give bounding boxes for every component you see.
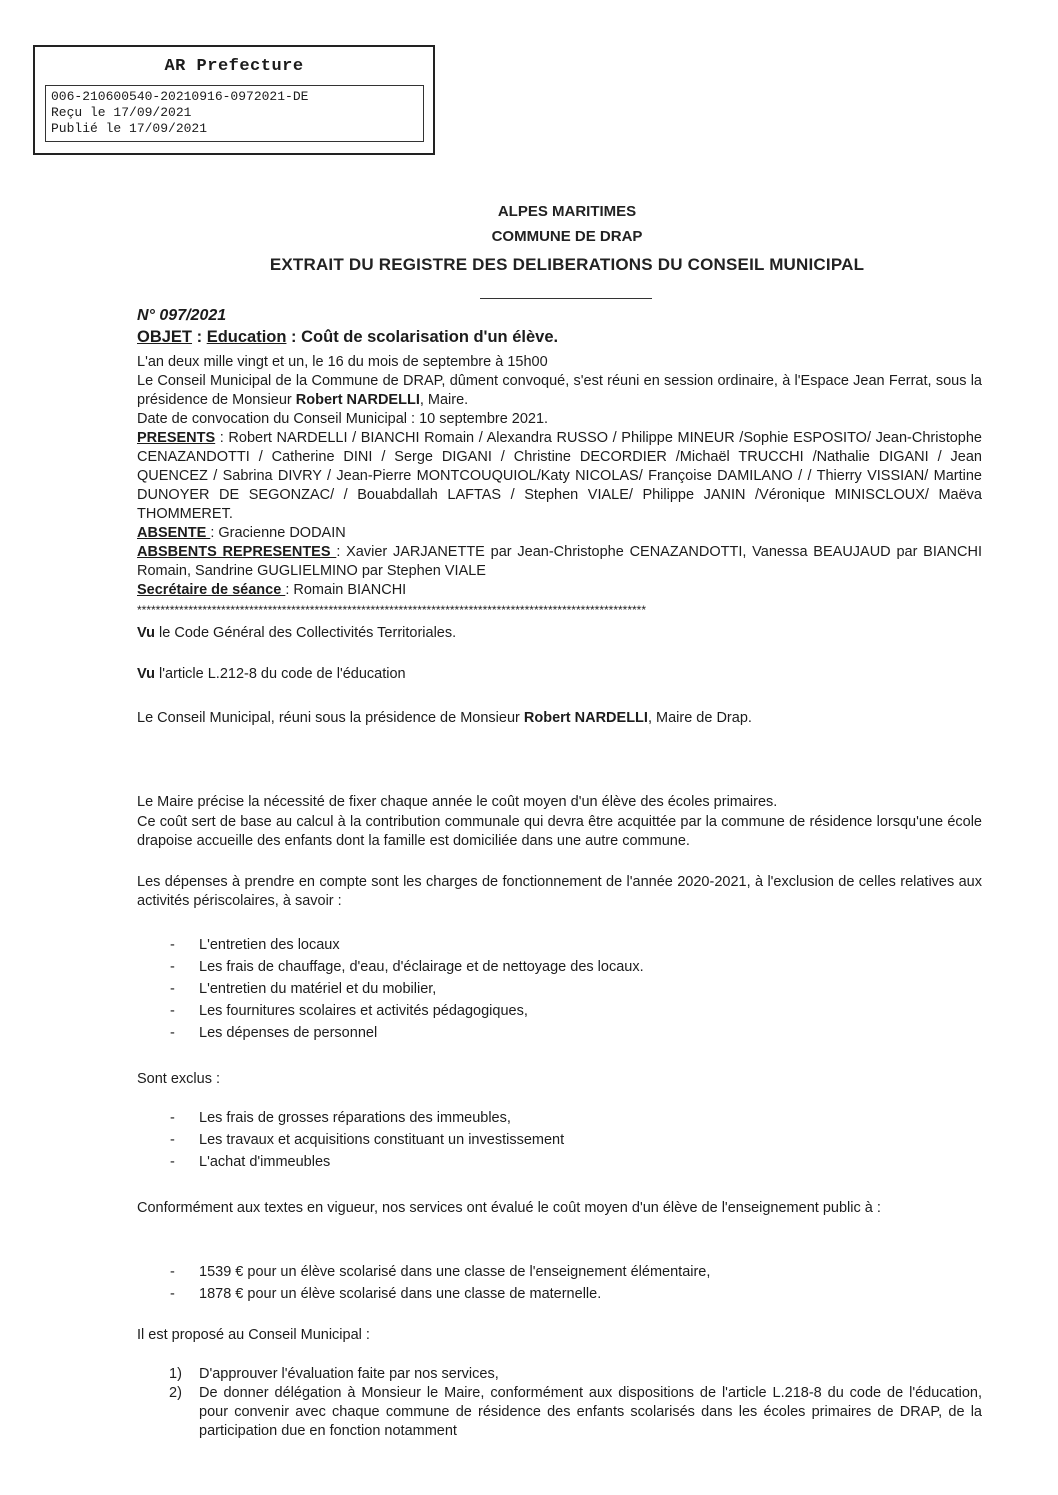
council-suffix: , Maire de Drap. [647, 710, 752, 726]
vu-article [137, 665, 982, 684]
object-category: Education [206, 328, 287, 346]
absent-label: ABSENTE [137, 525, 211, 541]
paragraph-necessity: Le Maire précise la nécessité de fixer chaque année le coût moyen d'un élève des écoles primaires. [137, 794, 778, 810]
excluded-expenses-list [137, 1107, 982, 1173]
decision-marker: 1) [169, 1366, 182, 1382]
decision-text: De donner délégation à Monsieur le Maire, conformément aux dispositions de l'article L.218-8 du code de l'éducation, pour convenir avec chaque commune de résidence des enfants scolarisés dans les écoles primaires de DRAP, de la participation due en fonction notamment [199, 1385, 982, 1439]
stamp-received: Reçu le 17/09/2021 [51, 105, 192, 120]
list-item: - L'achat d'immeubles [137, 1151, 982, 1173]
list-item: - Les frais de grosses réparations des immeubles, [137, 1107, 982, 1129]
vu2-prefix: Vu [137, 666, 155, 682]
list-item: - 1878 € pour un élève scolarisé dans une classe de maternelle. [137, 1283, 982, 1305]
object-text: : Coût de scolarisation d'un élève. [286, 328, 559, 346]
list-item: - Les travaux et acquisitions constituant un investissement [137, 1129, 982, 1151]
mayor-name: Robert NARDELLI [295, 392, 420, 408]
secretary-name: : Romain BIANCHI [285, 582, 407, 598]
vu2-text: l'article L.212-8 du code de l'éducation [155, 666, 406, 682]
cost-list [137, 1261, 982, 1305]
mayor-suffix: , Maire. [419, 392, 469, 408]
convened-text: Le Conseil Municipal de la Commune de DRAP, dûment convoqué, s'est réuni en session ordinaire, à l'Espace Jean Ferrat, sous la présidence de Monsieur [137, 373, 982, 408]
secretary-line [137, 581, 982, 600]
included-expenses-list [137, 934, 982, 1044]
stamp-reference: 006-210600540-20210916-0972021-DE [51, 89, 309, 104]
council-presidency [137, 709, 982, 728]
list-item [137, 1365, 982, 1384]
object-label: OBJET [137, 328, 193, 346]
list-item: - L'entretien du matériel et du mobilier, [137, 978, 982, 1000]
presents-names: : Robert NARDELLI / BIANCHI Romain / Alexandra RUSSO / Philippe MINEUR /Sophie ESPOSITO/ Jean-Christophe CENAZANDOTTI / Catherine DINI / Serge DIGANI / Christine DECORDIER /Michaël TRUCCHI /Nathalie DIGANI / Jean QUENCEZ / Sabrina DIVRY / Jean-Pierre MONTCOUQUIOL/Katy NICOLAS/ Françoise DAMILANO / / Thierry VISSIAN/ Martine DUNOYER DE SEGONZAC/ / Bouabdallah LAFTAS / Stephen VIALE/ Philippe JANIN /Véronique MINISCLOUX/ Maëva THOMMERET. [137, 430, 982, 522]
list-item: - L'entretien des locaux [137, 934, 982, 956]
department-heading: ALPES MARITIMES [497, 203, 637, 220]
represented-label: ABSBENTS REPRESENTES [137, 544, 337, 560]
convocation-date: Date de convocation du Conseil Municipal : 10 septembre 2021. [137, 411, 549, 427]
list-item: - 1539 € pour un élève scolarisé dans une classe de l'enseignement élémentaire, [137, 1261, 982, 1283]
decisions-list [137, 1365, 982, 1441]
list-item: - Les dépenses de personnel [137, 1022, 982, 1044]
list-item: - Les fournitures scolaires et activités pédagogiques, [137, 1000, 982, 1022]
vu1-prefix: Vu [137, 625, 155, 641]
secretary-label: Secrétaire de séance [137, 582, 286, 598]
session-details [137, 353, 982, 600]
presents-list [137, 429, 982, 524]
heading-divider [480, 298, 652, 299]
represented-names: : Xavier JARJANETTE par Jean-Christophe CENAZANDOTTI, Vanessa BEAUJAUD par BIANCHI Romain, Sandrine GUGLIELMINO par Stephen VIALE [137, 544, 982, 579]
session-date: L'an deux mille vingt et un, le 16 du mois de septembre à 15h00 [137, 354, 548, 370]
prefecture-stamp [33, 45, 435, 155]
register-heading: EXTRAIT DU REGISTRE DES DELIBERATIONS DU CONSEIL MUNICIPAL [269, 255, 865, 274]
list-item: - Les frais de chauffage, d'eau, d'éclairage et de nettoyage des locaux. [137, 956, 982, 978]
excluded-title: Sont exclus : [137, 1071, 221, 1087]
vu1-text: le Code Général des Collectivités Territoriales. [155, 625, 457, 641]
decision-marker: 2) [169, 1385, 182, 1401]
session-convened [137, 372, 982, 410]
stamp-published: Publié le 17/09/2021 [51, 121, 208, 136]
vu-code-general [137, 624, 982, 643]
absent-line [137, 524, 982, 543]
list-item [137, 1384, 982, 1441]
decision-text: D'approuver l'évaluation faite par nos services, [199, 1366, 499, 1382]
represented-line [137, 543, 982, 581]
deliberation-number: N° 097/2021 [137, 307, 227, 324]
paragraph-expenses: Les dépenses à prendre en compte sont les charges de fonctionnement de l'année 2020-2021, à l'exclusion de celles relatives aux activités périscolaires, à savoir : [137, 874, 982, 909]
paragraph-basis: Ce coût sert de base au calcul à la contribution communale qui devra être acquittée par la commune de résidence lorsqu'une école drapoise accueille des enfants dont la famille est domiciliée dans une autre commune. [137, 814, 982, 849]
object-colon: : [192, 328, 207, 346]
council-mayor: Robert NARDELLI [523, 710, 648, 726]
separator-stars: ************************************************************************************************************* [137, 603, 647, 617]
paragraph-evaluation: Conformément aux textes en vigueur, nos services ont évalué le coût moyen d'un élève de l'enseignement public à : [137, 1200, 881, 1216]
stamp-title: AR Prefecture [164, 57, 304, 76]
presents-label: PRESENTS [137, 430, 216, 446]
council-intro: Le Conseil Municipal, réuni sous la présidence de Monsieur [137, 710, 524, 726]
stamp-details [45, 85, 424, 142]
absent-name: : Gracienne DODAIN [210, 525, 346, 541]
proposal-intro: Il est proposé au Conseil Municipal : [137, 1327, 370, 1343]
commune-heading: COMMUNE DE DRAP [491, 228, 643, 245]
deliberation-object [137, 328, 982, 347]
